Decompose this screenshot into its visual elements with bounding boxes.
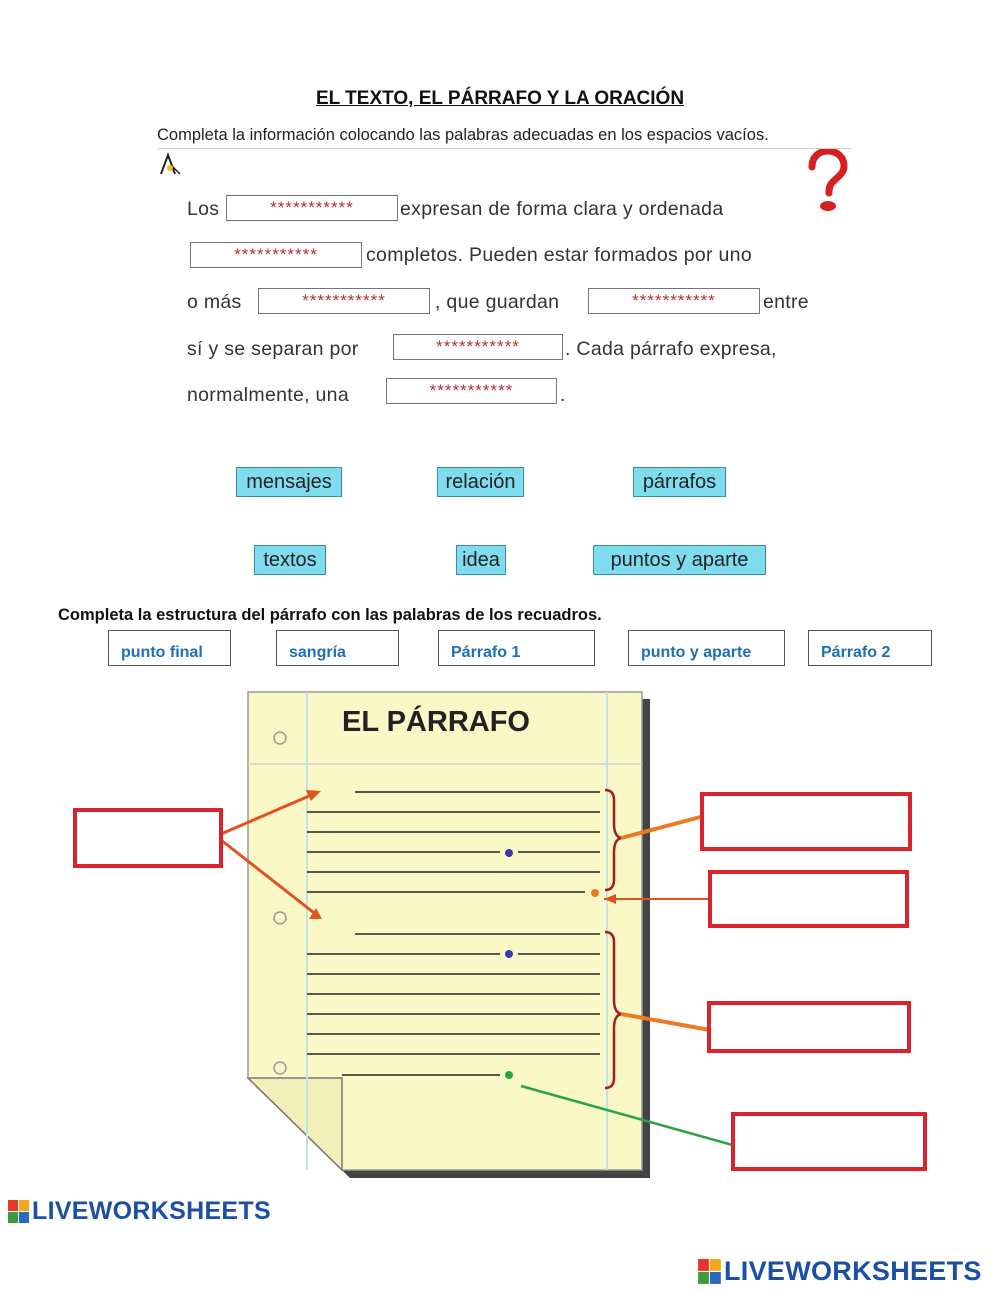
passage-text: normalmente, una — [187, 384, 349, 406]
liveworksheets-logo — [698, 1256, 982, 1287]
passage-text: , que guardan — [435, 291, 560, 313]
word-chip-mensajes[interactable]: mensajes — [236, 467, 342, 497]
passage-line-1 — [187, 198, 219, 221]
diagram-title: EL PÁRRAFO — [342, 706, 530, 738]
paragraph-break-dot — [591, 889, 599, 897]
period-dot — [505, 849, 513, 857]
liveworksheets-logo-icon — [698, 1259, 722, 1285]
word-chip-textos[interactable]: textos — [254, 545, 326, 575]
passage-text: entre — [763, 291, 809, 313]
word-box-sangria[interactable]: sangría — [276, 630, 399, 666]
word-box-punto-final[interactable]: punto final — [108, 630, 231, 666]
pencil-mark-icon — [158, 151, 188, 177]
instruction-fill-blanks: Completa la información colocando las palabras adecuadas en los espacios vacíos. — [157, 126, 769, 144]
liveworksheets-logo-icon — [8, 1200, 30, 1224]
question-mark-icon — [806, 149, 848, 215]
brand-name: LIVEWORKSHEETS — [32, 1197, 271, 1225]
liveworksheets-logo — [8, 1197, 271, 1226]
word-chip-puntos-y-aparte[interactable]: puntos y aparte — [593, 545, 766, 575]
instruction-structure: Completa la estructura del párrafo con las palabras de los recuadros. — [58, 606, 602, 624]
answer-blank-1[interactable]: *********** — [226, 195, 398, 221]
passage-text: expresan de forma clara y ordenada — [400, 198, 724, 220]
answer-blank-6[interactable]: *********** — [386, 378, 557, 404]
word-box-punto-y-aparte[interactable]: punto y aparte — [628, 630, 785, 666]
passage-text: Los — [187, 198, 220, 220]
answer-blank-5[interactable]: *********** — [393, 334, 563, 360]
answer-blank-2[interactable]: *********** — [190, 242, 362, 268]
passage-text: . Cada párrafo expresa, — [565, 338, 777, 360]
answer-box-paragraph-1[interactable] — [700, 792, 912, 851]
passage-text: . — [560, 384, 566, 406]
paper-fold — [248, 1078, 342, 1170]
answer-box-final-period[interactable] — [731, 1112, 927, 1171]
answer-box-paragraph-break[interactable] — [708, 870, 909, 928]
period-dot — [505, 950, 513, 958]
answer-blank-3[interactable]: *********** — [258, 288, 430, 314]
divider — [157, 148, 852, 149]
answer-box-indent[interactable] — [73, 808, 223, 868]
answer-blank-4[interactable]: *********** — [588, 288, 760, 314]
passage-text: sí y se separan por — [187, 338, 359, 360]
word-box-parrafo-2[interactable]: Párrafo 2 — [808, 630, 932, 666]
passage-text: completos. Pueden estar formados por uno — [366, 244, 752, 266]
final-period-dot — [505, 1071, 513, 1079]
word-chip-relacion[interactable]: relación — [437, 467, 524, 497]
page-title: EL TEXTO, EL PÁRRAFO Y LA ORACIÓN — [315, 88, 685, 109]
word-chip-parrafos[interactable]: párrafos — [633, 467, 726, 497]
passage-text: o más — [187, 291, 242, 313]
word-chip-idea[interactable]: idea — [456, 545, 506, 575]
answer-box-paragraph-2[interactable] — [707, 1001, 911, 1053]
brand-name: LIVEWORKSHEETS — [724, 1256, 982, 1286]
word-box-parrafo-1[interactable]: Párrafo 1 — [438, 630, 595, 666]
